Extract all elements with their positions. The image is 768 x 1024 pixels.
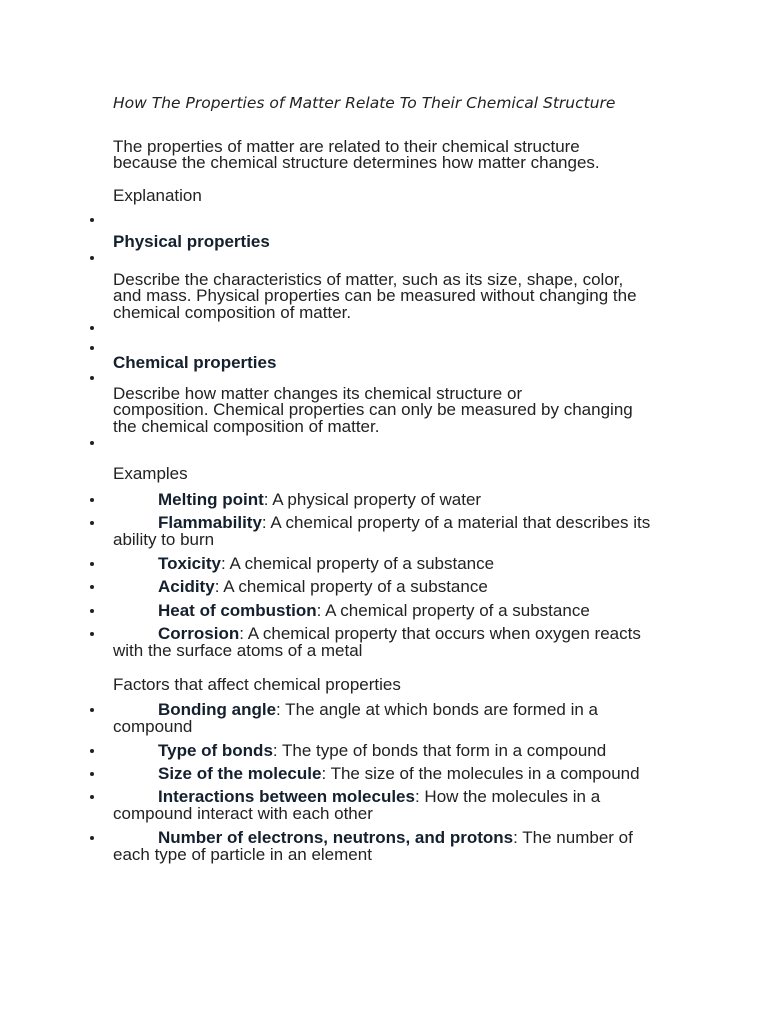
bullet-icon bbox=[90, 498, 94, 502]
item-text: : A chemical property of a substance bbox=[220, 554, 495, 573]
bullet-icon bbox=[90, 772, 94, 776]
physical-properties-label: Physical properties bbox=[113, 232, 270, 251]
item-text: : A chemical property that occurs when oxygen reacts bbox=[239, 624, 641, 643]
list-item-line bbox=[158, 701, 598, 718]
bullet-icon bbox=[90, 562, 94, 566]
item-text-continued: compound interact with each other bbox=[113, 804, 373, 823]
bullet-icon bbox=[90, 632, 94, 636]
item-text: : A chemical property of a substance bbox=[316, 601, 590, 620]
examples-heading: Examples bbox=[113, 464, 188, 483]
bullet-icon bbox=[90, 836, 94, 840]
item-term: Corrosion bbox=[158, 624, 240, 643]
explanation-heading: Explanation bbox=[113, 186, 202, 205]
intro-line: The properties of matter are related to their chemical structure bbox=[113, 137, 580, 156]
empty-list-bullet bbox=[90, 218, 94, 222]
intro-line: because the chemical structure determines how matter changes. bbox=[113, 153, 600, 172]
bullet-icon bbox=[90, 708, 94, 712]
empty-list-bullet bbox=[90, 441, 94, 445]
item-term: Acidity bbox=[158, 577, 215, 596]
item-term: Melting point bbox=[158, 490, 264, 509]
item-text-continued: each type of particle in an element bbox=[113, 845, 372, 864]
list-item-line bbox=[158, 742, 606, 759]
list-item-line bbox=[158, 578, 488, 595]
description-line: composition. Chemical properties can only be measured by changing bbox=[113, 400, 633, 419]
bullet-icon bbox=[90, 749, 94, 753]
empty-list-bullet bbox=[90, 256, 94, 260]
empty-list-bullet bbox=[90, 326, 94, 330]
item-term: Size of the molecule bbox=[158, 764, 322, 783]
description-line: and mass. Physical properties can be measured without changing the bbox=[113, 286, 637, 305]
item-text: : A physical property of water bbox=[263, 490, 482, 509]
bullet-icon bbox=[90, 795, 94, 799]
list-item-line bbox=[158, 514, 650, 531]
description-line: Describe how matter changes its chemical structure or bbox=[113, 384, 523, 403]
list-item-line bbox=[158, 555, 494, 572]
description-line: chemical composition of matter. bbox=[113, 303, 352, 322]
empty-list-bullet bbox=[90, 346, 94, 350]
chemical-properties-label: Chemical properties bbox=[113, 353, 277, 372]
item-term: Type of bonds bbox=[158, 741, 273, 760]
bullet-icon bbox=[90, 609, 94, 613]
item-term: Interactions between molecules bbox=[158, 787, 415, 806]
item-text: : A chemical property of a substance bbox=[214, 577, 488, 596]
description-line: Describe the characteristics of matter, such as its size, shape, color, bbox=[113, 270, 624, 289]
item-text: : The angle at which bonds are formed in a bbox=[276, 700, 598, 719]
list-item-line bbox=[158, 602, 590, 619]
item-text-continued: compound bbox=[113, 717, 193, 736]
bullet-icon bbox=[90, 521, 94, 525]
item-term: Toxicity bbox=[158, 554, 221, 573]
list-item-line bbox=[158, 491, 481, 508]
item-text-continued: ability to burn bbox=[113, 530, 215, 549]
list-item-line bbox=[158, 788, 600, 805]
list-item-line bbox=[158, 625, 641, 642]
item-text: : The size of the molecules in a compound bbox=[321, 764, 640, 783]
item-term: Flammability bbox=[158, 513, 262, 532]
item-text: : How the molecules in a bbox=[414, 787, 601, 806]
list-item-line bbox=[158, 765, 640, 782]
factors-heading: Factors that affect chemical properties bbox=[113, 675, 401, 694]
item-text-continued: with the surface atoms of a metal bbox=[113, 641, 363, 660]
item-term: Heat of combustion bbox=[158, 601, 317, 620]
item-term: Bonding angle bbox=[158, 700, 277, 719]
item-text: : The number of bbox=[513, 828, 633, 847]
description-line: the chemical composition of matter. bbox=[113, 417, 380, 436]
bullet-icon bbox=[90, 585, 94, 589]
document-title: How The Properties of Matter Relate To Their Chemical Structure bbox=[113, 94, 616, 112]
item-text: : The type of bonds that form in a compound bbox=[272, 741, 607, 760]
item-term: Number of electrons, neutrons, and protons bbox=[158, 828, 514, 847]
item-text: : A chemical property of a material that describes its bbox=[261, 513, 651, 532]
list-item-line bbox=[158, 829, 633, 846]
empty-list-bullet bbox=[90, 376, 94, 380]
